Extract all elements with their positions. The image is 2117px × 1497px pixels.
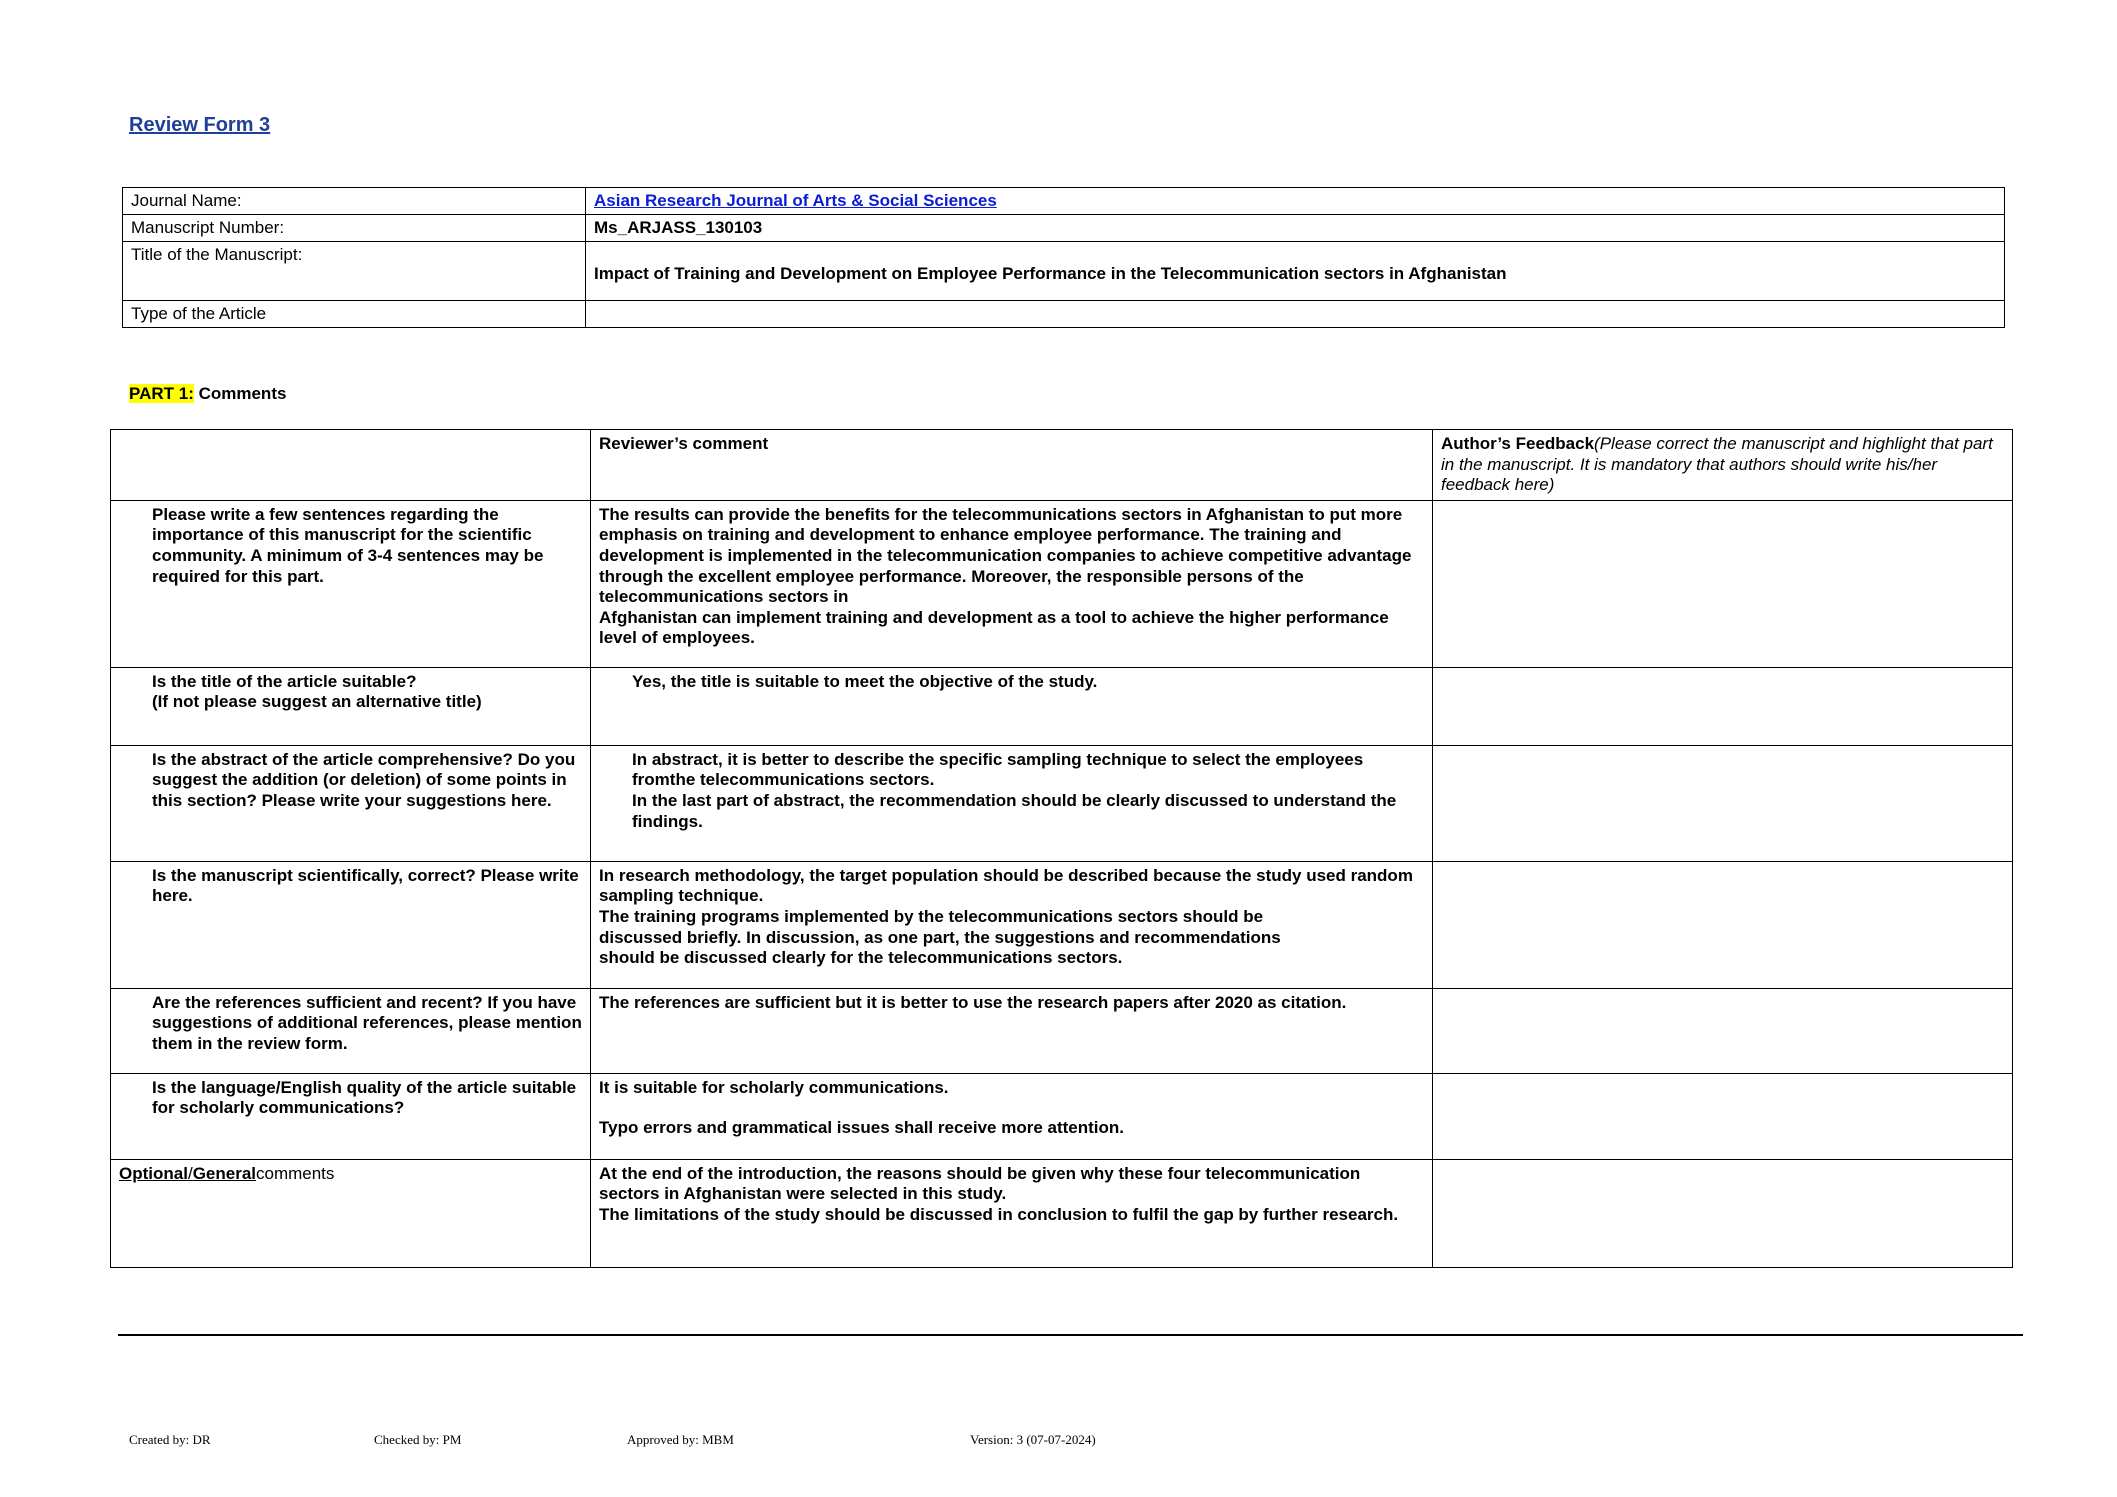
comment-optional-general (591, 1159, 1433, 1267)
footer-created-by: Created by: DR (129, 1432, 211, 1447)
question-language: Is the language/English quality of the article suitable for scholarly communications? (111, 1073, 591, 1159)
table-row (111, 1159, 2013, 1267)
manuscript-number-label: Manuscript Number: (123, 215, 586, 242)
comment-line: Yes, the title is suitable to meet the objective of the study. (632, 671, 1098, 691)
optional-separator: / (187, 1163, 193, 1183)
table-row (123, 301, 2005, 328)
author-feedback-cell[interactable] (1433, 745, 2013, 861)
footer-approved-by: Approved by: MBM (627, 1432, 734, 1447)
author-feedback-title: Author’s Feedback (1441, 434, 1595, 453)
comment-line: It is suitable for scholarly communications. (599, 1077, 949, 1097)
journal-name-link[interactable]: Asian Research Journal of Arts & Social Sciences (594, 191, 997, 210)
comment-importance (591, 500, 1433, 667)
footer-checked-by: Checked by: PM (374, 1432, 462, 1447)
table-row (111, 667, 2013, 745)
author-feedback-cell[interactable] (1433, 1159, 2013, 1267)
author-feedback-cell[interactable] (1433, 861, 2013, 988)
manuscript-title-label: Title of the Manuscript: (123, 242, 586, 301)
comment-title-suitable (591, 667, 1433, 745)
part-1-label: PART 1: (129, 384, 194, 403)
article-type-label: Type of the Article (123, 301, 586, 328)
author-feedback-cell[interactable] (1433, 988, 2013, 1073)
question-scientific: Is the manuscript scientifically, correct? Please write here. (111, 861, 591, 988)
comment-line: In the last part of abstract, the recommendation should be clearly discussed to understand the findings. (632, 790, 1397, 831)
table-row (111, 861, 2013, 988)
question-abstract: Is the abstract of the article comprehensive? Do you suggest the addition (or deletion) of some points in this section? Please write your suggestions here. (111, 745, 591, 861)
comment-line: Typo errors and grammatical issues shall receive more attention. (599, 1118, 1124, 1138)
part-1-heading (129, 384, 286, 404)
question-references: Are the references sufficient and recent? If you have suggestions of additional references, please mention them in the review form. (111, 988, 591, 1073)
article-type-value (586, 301, 2005, 328)
page-title: Review Form 3 (129, 114, 271, 136)
table-row (123, 215, 2005, 242)
optional-text: Optional (119, 1163, 188, 1183)
journal-name-cell (586, 188, 2005, 215)
table-row (123, 242, 2005, 301)
author-feedback-cell[interactable] (1433, 1073, 2013, 1159)
comments-text: comments (256, 1163, 335, 1183)
part-1-title: Comments (193, 384, 287, 403)
comment-line: At the end of the introduction, the reasons should be given why these four telecommunication sectors in Afghanistan were selected in this study. (599, 1163, 1361, 1204)
comments-table (110, 429, 2013, 1268)
table-row (111, 988, 2013, 1073)
comment-references (591, 988, 1433, 1073)
author-feedback-note: (Please correct the manuscript and highlight that part in the manuscript. It is mandatory that authors should write his/her feedback here) (1441, 434, 1993, 495)
comment-abstract (591, 745, 1433, 861)
question-title-suitable: Is the title of the article suitable? (If not please suggest an alternative title) (111, 667, 591, 745)
journal-name-label: Journal Name: (123, 188, 586, 215)
table-row (111, 1073, 2013, 1159)
manuscript-number-value: Ms_ARJASS_130103 (586, 215, 2005, 242)
author-feedback-cell[interactable] (1433, 667, 2013, 745)
comment-scientific (591, 861, 1433, 988)
comment-line: In abstract, it is better to describe the specific sampling technique to select the employees fromthe telecommunications sectors. (632, 749, 1364, 790)
header-empty-cell (111, 430, 591, 501)
header-author-feedback (1433, 430, 2013, 501)
comment-line: The results can provide the benefits for the telecommunications sectors in Afghanistan to put more emphasis on training and development to enhance employee performance. The training and development is implemented in the telecommunication companies to achieve competitive advantage through the excellent employee performance. Moreover, the responsible persons of the telecommunications sectors in (599, 504, 1412, 607)
table-header-row (111, 430, 2013, 501)
comment-language (591, 1073, 1433, 1159)
comment-line: The limitations of the study should be discussed in conclusion to fulfil the gap by further research. (599, 1204, 1399, 1224)
table-row (111, 500, 2013, 667)
comment-line: In research methodology, the target population should be described because the study used random sampling technique. (599, 865, 1413, 906)
table-row (111, 745, 2013, 861)
optional-general-comments-label (111, 1159, 591, 1267)
general-text: General (192, 1163, 256, 1183)
table-row (123, 188, 2005, 215)
comment-line: The references are sufficient but it is better to use the research papers after 2020 as citation. (599, 992, 1347, 1012)
question-importance: Please write a few sentences regarding the importance of this manuscript for the scientific community. A minimum of 3-4 sentences may be required for this part. (111, 500, 591, 667)
manuscript-info-table (122, 187, 2005, 328)
header-reviewer-comment: Reviewer’s comment (591, 430, 1433, 501)
author-feedback-cell[interactable] (1433, 500, 2013, 667)
manuscript-title-value: Impact of Training and Development on Employee Performance in the Telecommunication sectors in Afghanistan (586, 242, 2005, 301)
footer-divider (118, 1334, 2023, 1336)
comment-line: Afghanistan can implement training and development as a tool to achieve the higher performance level of employees. (599, 607, 1389, 648)
comment-line: The training programs implemented by the telecommunications sectors should be discussed briefly. In discussion, as one part, the suggestions and recommendations should be discussed clearly for the telecommunications sectors. (599, 906, 1281, 968)
footer-version: Version: 3 (07-07-2024) (970, 1432, 1096, 1447)
